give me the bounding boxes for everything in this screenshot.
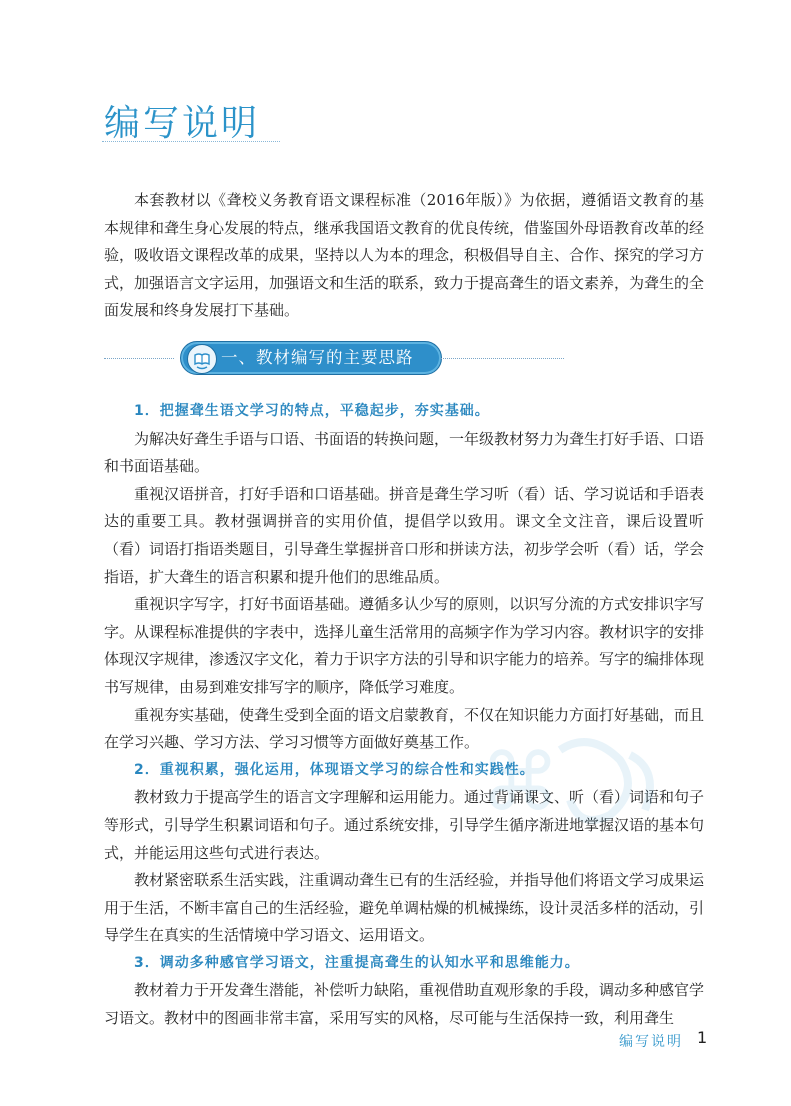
page-number: 1 (697, 1028, 708, 1047)
body-paragraph: 教材着力于开发聋生潜能，补偿听力缺陷，重视借助直观形象的手段，调动多种感官学习语文。教材中的图画非常丰富，采用写实的风格，尽可能与生活保持一致，利用聋生 (104, 981, 705, 1028)
banner-pill (180, 341, 442, 375)
body-paragraph: 重视识字写字，打好书面语基础。遵循多认少写的原则，以识写分流的方式安排识字写字。从课程标准提供的字表中，选择儿童生活常用的高频字作为学习内容。教材识字的安排体现汉字规律，渗透汉字文化，着力于识字方法的引导和识字能力的培养。写字的编排体现书写规律，由易到难安排写字的顺序，降低学习难度。 (104, 595, 705, 696)
svg-text:⌘: ⌘ (480, 736, 560, 829)
section-banner (104, 341, 564, 375)
banner-rule-right (440, 358, 564, 359)
book-hand-icon (187, 344, 217, 374)
body-paragraph: 重视夯实基础，使聋生受到全面的语文启蒙教育，不仅在知识能力方面打好基础，而且在学习兴趣、学习方法、学习习惯等方面做好奠基工作。 (104, 705, 705, 752)
publisher-watermark (470, 720, 690, 840)
footer-label: 编写说明 (619, 1034, 683, 1050)
body-paragraph: 为解决好聋生手语与口语、书面语的转换问题，一年级教材努力为聋生打好手语、口语和书面语基础。 (104, 429, 705, 476)
page-title: 编写说明 (104, 103, 261, 144)
body-paragraph: 教材致力于提高学生的语言文字理解和运用能力。通过背诵课文、听（看）词语和句子等形式，引导学生积累词语和句子。通过系统安排，引导学生循序渐进地掌握汉语的基本句式，并能运用这些句式进行表达。 (104, 788, 705, 862)
section-heading: 2．重视积累，强化运用，体现语文学习的综合性和实践性。 (134, 761, 535, 778)
section-heading: 3．调动多种感官学习语文，注重提高聋生的认知水平和思维能力。 (134, 954, 580, 971)
body-paragraph: 重视汉语拼音，打好手语和口语基础。拼音是聋生学习听（看）话、学习说话和手语表达的重要工具。教材强调拼音的实用价值，提倡学以致用。课文全文注音，课后设置听（看）词语打指语类题目，引导聋生掌握拼音口形和拼读方法，初步学会听（看）话，学会指语，扩大聋生的语言积累和提升他们的思维品质。 (104, 484, 705, 586)
banner-rule-left (104, 358, 174, 359)
intro-paragraph: 本套教材以《聋校义务教育语文课程标准（2016年版）》为依据，遵循语文教育的基本规律和聋生身心发展的特点，继承我国语文教育的优良传统，借鉴国外母语教育改革的经验，吸收语文课程改革的成果，坚持以人为本的理念，积极倡导自主、合作、探究的学习方式，加强语言文字运用，加强语文和生活的联系，致力于提高聋生的语文素养，为聋生的全面发展和终身发展打下基础。 (104, 191, 705, 320)
section-title: 一、教材编写的主要思路 (221, 348, 414, 367)
section-heading: 1．把握聋生语文学习的特点，平稳起步，夯实基础。 (134, 403, 490, 419)
intro-block (104, 187, 704, 325)
body-block (104, 398, 704, 1033)
body-paragraph: 教材紧密联系生活实践，注重调动聋生已有的生活经验，并指导他们将语文学习成果运用于生活，不断丰富自己的生活经验，避免单调枯燥的机械操练，设计灵活多样的活动，引导学生在真实的生活情境中学习语文、运用语文。 (104, 871, 705, 945)
title-divider (102, 141, 280, 142)
